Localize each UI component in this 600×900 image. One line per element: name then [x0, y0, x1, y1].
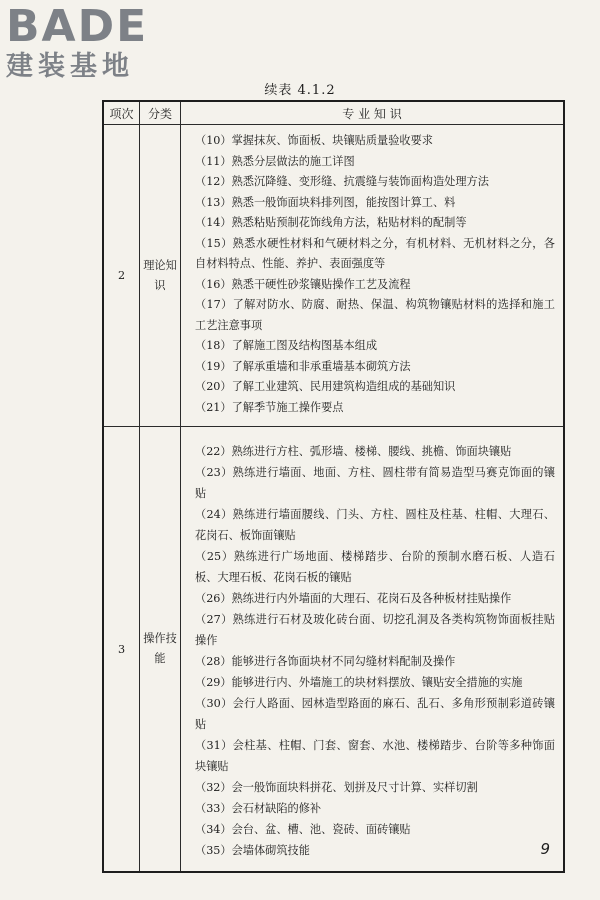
- knowledge-item: （32）会一般饰面块料拼花、划拼及尺寸计算、实样切割: [195, 781, 478, 794]
- knowledge-item: （16）熟悉干硬性砂浆镶贴操作工艺及流程: [195, 277, 411, 291]
- knowledge-item: （22）熟练进行方柱、弧形墙、楼梯、腰线、挑檐、饰面块镶贴: [195, 445, 512, 458]
- row-category: 理论知识: [140, 125, 181, 427]
- knowledge-item: （25）熟练进行广场地面、楼梯踏步、台阶的预制水磨石板、人造石板、大理石板、花岗石板的镶贴: [195, 550, 555, 584]
- table-row: [103, 427, 564, 873]
- table-caption: 续表 4.1.2: [264, 83, 336, 98]
- header-category: 分类: [140, 101, 181, 125]
- bade-logo: [6, 1, 176, 82]
- knowledge-item: （19）了解承重墙和非承重墙基本砌筑方法: [195, 359, 411, 373]
- row-knowledge-list: [181, 125, 565, 427]
- logo-brand: BADE: [6, 1, 149, 52]
- page-number: 9: [540, 840, 550, 858]
- knowledge-item: （33）会石材缺陷的修补: [195, 802, 322, 815]
- knowledge-table: [102, 100, 565, 873]
- header-knowledge: 专 业 知 识: [181, 101, 565, 125]
- logo-subtitle: 建装基地: [6, 51, 134, 82]
- row-index: 2: [103, 125, 140, 427]
- knowledge-item: （23）熟练进行墙面、地面、方柱、圆柱带有简易造型马赛克饰面的镶贴: [195, 466, 555, 500]
- knowledge-item: （30）会行人路面、园林造型路面的麻石、乱石、多角形预制彩道砖镶贴: [195, 697, 555, 731]
- knowledge-item: （28）能够进行各饰面块材不同勾缝材料配制及操作: [195, 655, 456, 668]
- knowledge-item: （10）掌握抹灰、饰面板、块镶贴质量验收要求: [195, 134, 433, 147]
- table-row: [103, 125, 564, 427]
- knowledge-item: （21）了解季节施工操作要点: [195, 400, 344, 414]
- knowledge-item: （27）熟练进行石材及玻化砖台面、切挖孔洞及各类构筑物饰面板挂贴操作: [195, 613, 555, 647]
- knowledge-item: （17）了解对防水、防腐、耐热、保温、构筑物镶贴材料的选择和施工工艺注意事项: [195, 298, 555, 332]
- knowledge-item: （13）熟悉一般饰面块料排列图，能按图计算工、料: [195, 195, 456, 209]
- knowledge-item: （18）了解施工图及结构图基本组成: [195, 339, 378, 352]
- row-knowledge-list: [181, 427, 565, 873]
- knowledge-item: （15）熟悉水硬性材料和气硬材料之分，有机材料、无机材料之分，各自材料特点、性能、养护、表面强度等: [195, 236, 555, 270]
- knowledge-item: （24）熟练进行墙面腰线、门头、方柱、圆柱及柱基、柱帽、大理石、花岗石、板饰面镶贴: [195, 508, 555, 542]
- knowledge-item: （35）会墙体砌筑技能: [195, 844, 310, 857]
- table-header-row: [103, 101, 564, 125]
- row-category: 操作技能: [140, 427, 181, 873]
- header-index: 项次: [103, 101, 140, 125]
- knowledge-item: （31）会柱基、柱帽、门套、窗套、水池、楼梯踏步、台阶等多种饰面块镶贴: [195, 739, 555, 773]
- knowledge-item: （26）熟练进行内外墙面的大理石、花岗石及各种板材挂贴操作: [195, 592, 512, 605]
- knowledge-item: （20）了解工业建筑、民用建筑构造组成的基础知识: [195, 380, 456, 393]
- knowledge-item: （14）熟悉粘贴预制花饰线角方法，粘贴材料的配制等: [195, 216, 467, 229]
- row-index: 3: [103, 427, 140, 873]
- knowledge-item: （29）能够进行内、外墙施工的块材料摆放、镶贴安全措施的实施: [195, 676, 523, 689]
- knowledge-item: （12）熟悉沉降缝、变形缝、抗震缝与装饰面构造处理方法: [195, 175, 489, 188]
- knowledge-item: （11）熟悉分层做法的施工详图: [195, 154, 355, 168]
- knowledge-item: （34）会台、盆、槽、池、瓷砖、面砖镶贴: [195, 823, 411, 836]
